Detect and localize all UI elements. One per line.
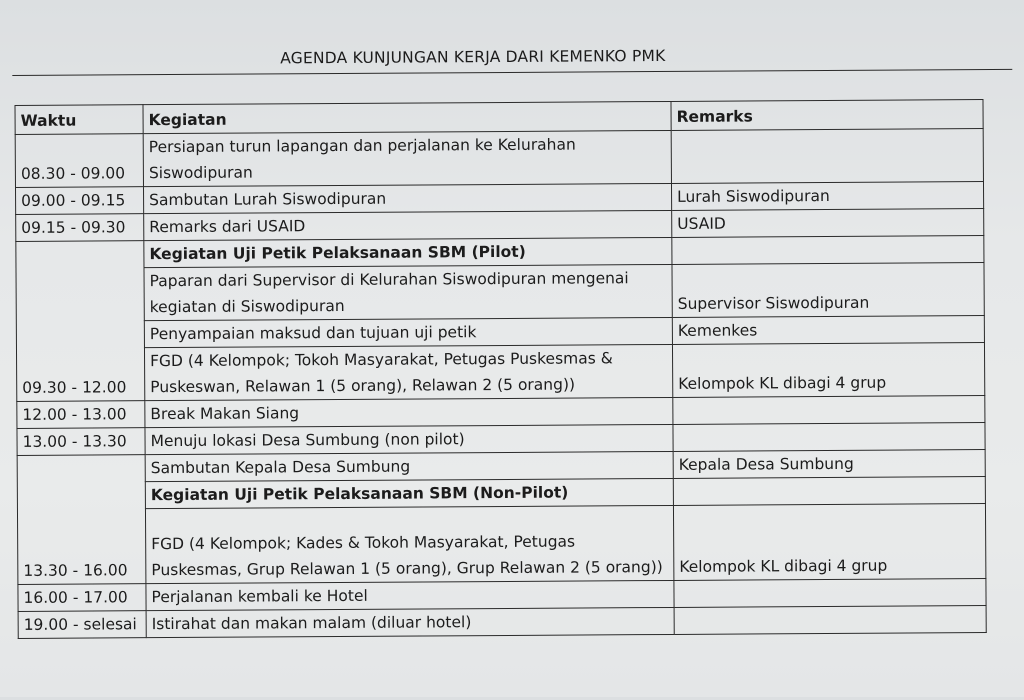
remarks-cell: Kelompok KL dibagi 4 grup [672, 343, 984, 398]
header-kegiatan: Kegiatan [143, 101, 671, 133]
waktu-cell: 13.00 - 13.30 [17, 428, 145, 456]
kegiatan-cell: Istirahat dan makan malam (diluar hotel) [146, 607, 674, 637]
table-row [17, 504, 985, 585]
agenda-table [14, 99, 986, 639]
remarks-cell [674, 606, 986, 635]
kegiatan-line: Paparan dari Supervisor di Kelurahan Siswodipuran mengenai [149, 269, 629, 291]
kegiatan-line: Siswodipuran [148, 163, 253, 183]
remarks-cell [674, 579, 986, 608]
kegiatan-cell: Sambutan Lurah Siswodipuran [143, 183, 671, 213]
kegiatan-cell [144, 344, 672, 400]
remarks-cell: Lurah Siswodipuran [671, 182, 983, 211]
remarks-cell [673, 396, 985, 425]
waktu-cell: 12.00 - 13.00 [17, 401, 145, 429]
kegiatan-cell: Menuju lokasi Desa Sumbung (non pilot) [145, 424, 673, 454]
remarks-cell: Supervisor Siswodipuran [672, 263, 984, 318]
waktu-cell: 09.00 - 09.15 [15, 187, 143, 215]
remarks-cell: Kemenkes [672, 316, 984, 345]
waktu-cell: 09.30 - 12.00 [16, 241, 145, 402]
waktu-cell: 16.00 - 17.00 [18, 584, 146, 612]
header-remarks: Remarks [671, 100, 983, 131]
remarks-cell [673, 423, 985, 452]
kegiatan-line: FGD (4 Kelompok; Tokoh Masyarakat, Petugas Puskesmas & [150, 349, 613, 371]
document-title: AGENDA KUNJUNGAN KERJA DARI KEMENKO PMK [280, 46, 666, 68]
header-waktu: Waktu [15, 105, 143, 135]
remarks-cell [673, 477, 985, 506]
waktu-cell: 08.30 - 09.00 [15, 134, 143, 188]
remarks-cell [671, 129, 983, 184]
kegiatan-cell: Perjalanan kembali ke Hotel [146, 580, 674, 610]
waktu-cell: 09.15 - 09.30 [16, 214, 144, 242]
table-row [16, 343, 984, 402]
remarks-cell: Kepala Desa Sumbung [673, 450, 985, 479]
kegiatan-cell: Sambutan Kepala Desa Sumbung [145, 451, 673, 481]
kegiatan-cell [143, 130, 671, 186]
kegiatan-line: Persiapan turun lapangan dan perjalanan ke Kelurahan [148, 135, 576, 157]
kegiatan-cell: Penyampaian maksud dan tujuan uji petik [144, 317, 672, 347]
kegiatan-line: FGD (4 Kelompok; Kades & Tokoh Masyarakat, Petugas [151, 532, 576, 554]
waktu-cell: 19.00 - selesai [18, 611, 146, 639]
kegiatan-cell [145, 505, 673, 583]
kegiatan-cell [144, 264, 672, 320]
table-row [15, 129, 983, 188]
table-row [18, 606, 986, 639]
remarks-cell [672, 236, 984, 265]
kegiatan-cell: Kegiatan Uji Petik Pelaksanaan SBM (Non-Pilot) [145, 478, 673, 508]
remarks-cell: USAID [672, 209, 984, 238]
kegiatan-line: Puskeswan, Relawan 1 (5 orang), Relawan 2 (5 orang)) [150, 375, 576, 397]
table-row [16, 263, 984, 322]
kegiatan-cell: Remarks dari USAID [144, 210, 672, 240]
waktu-cell: 13.30 - 16.00 [17, 455, 146, 585]
kegiatan-cell: Break Makan Siang [145, 397, 673, 427]
remarks-cell: Kelompok KL dibagi 4 grup [673, 504, 985, 581]
kegiatan-cell: Kegiatan Uji Petik Pelaksanaan SBM (Pilot) [144, 237, 672, 267]
kegiatan-line: kegiatan di Siswodipuran [149, 296, 345, 317]
title-underline [12, 69, 1012, 76]
kegiatan-line: Puskesmas, Grup Relawan 1 (5 orang), Grup Relawan 2 (5 orang)) [151, 558, 663, 580]
